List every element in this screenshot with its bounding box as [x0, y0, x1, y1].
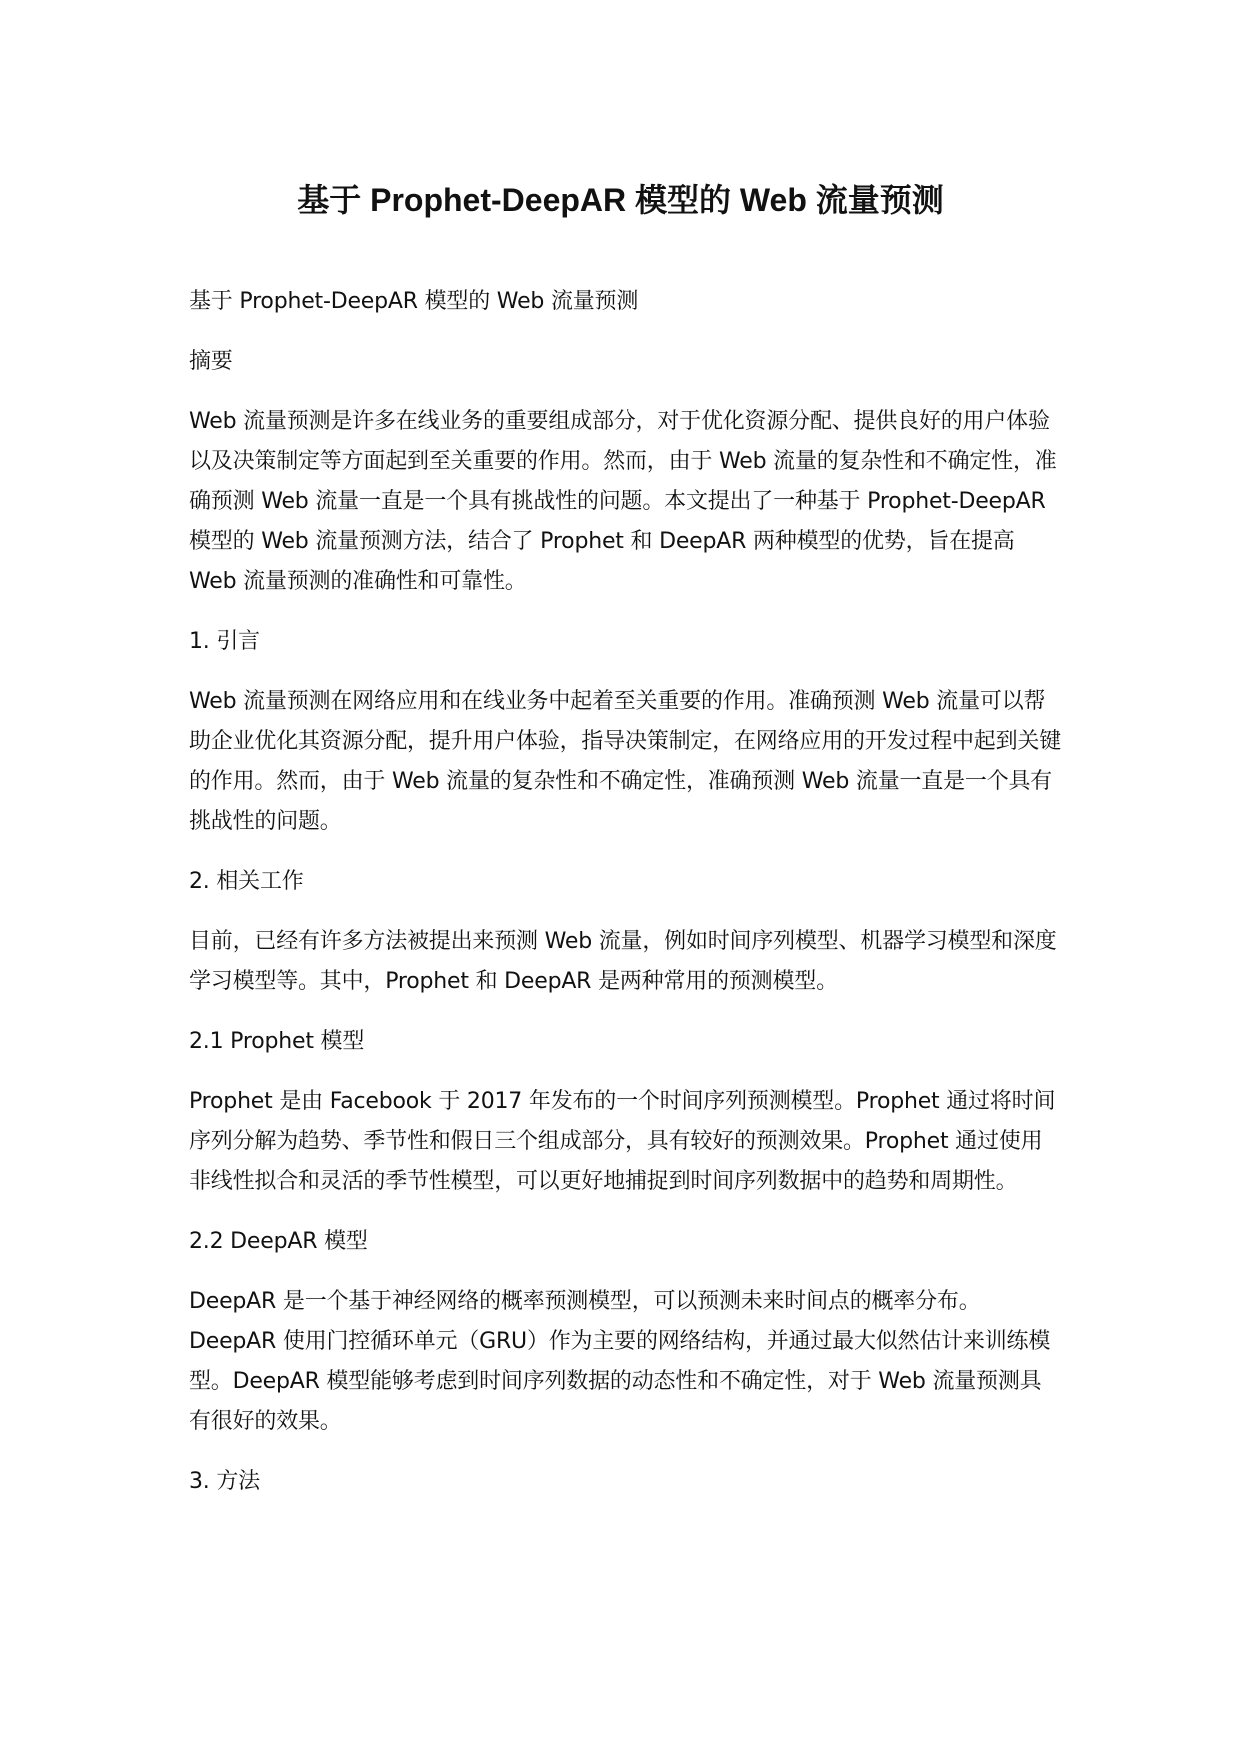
section-heading-deepar: 2.2 DeepAR 模型	[189, 1229, 368, 1254]
section-heading-method: 3. 方法	[189, 1469, 260, 1494]
section-heading-prophet: 2.1 Prophet 模型	[189, 1029, 365, 1054]
section-heading-introduction: 1. 引言	[189, 629, 260, 654]
document-body	[189, 282, 1061, 1522]
abstract-paragraph: Web 流量预测是许多在线业务的重要组成部分，对于优化资源分配、提供良好的用户体验以及决策制定等方面起到至关重要的作用。然而，由于 Web 流量的复杂性和不确定性，准确预测 Web 流量一直是一个具有挑战性的问题。本文提出了一种基于 Prophet-DeepAR 模型的 Web 流量预测方法，结合了 Prophet 和 DeepAR 两种模型的优势，旨在提高 Web 流量预测的准确性和可靠性。	[189, 409, 1057, 594]
section-body-related-work: 目前，已经有许多方法被提出来预测 Web 流量，例如时间序列模型、机器学习模型和深度学习模型等。其中，Prophet 和 DeepAR 是两种常用的预测模型。	[189, 929, 1057, 994]
section-heading-related-work: 2. 相关工作	[189, 869, 304, 894]
document-subtitle: 基于 Prophet-DeepAR 模型的 Web 流量预测	[189, 289, 639, 314]
page-title: 基于 Prophet-DeepAR 模型的 Web 流量预测	[297, 182, 944, 218]
section-body-introduction: Web 流量预测在网络应用和在线业务中起着至关重要的作用。准确预测 Web 流量可以帮助企业优化其资源分配，提升用户体验，指导决策制定，在网络应用的开发过程中起到关键的作用。然而，由于 Web 流量的复杂性和不确定性，准确预测 Web 流量一直是一个具有挑战性的问题。	[189, 689, 1062, 834]
section-body-prophet: Prophet 是由 Facebook 于 2017 年发布的一个时间序列预测模型。Prophet 通过将时间序列分解为趋势、季节性和假日三个组成部分，具有较好的预测效果。Prophet 通过使用非线性拟合和灵活的季节性模型，可以更好地捕捉到时间序列数据中的趋势和周期性。	[189, 1089, 1056, 1194]
abstract-heading: 摘要	[189, 349, 233, 374]
section-body-deepar: DeepAR 是一个基于神经网络的概率预测模型，可以预测未来时间点的概率分布。DeepAR 使用门控循环单元（GRU）作为主要的网络结构，并通过最大似然估计来训练模型。DeepAR 模型能够考虑到时间序列数据的动态性和不确定性，对于 Web 流量预测具有很好的效果。	[189, 1289, 1051, 1434]
